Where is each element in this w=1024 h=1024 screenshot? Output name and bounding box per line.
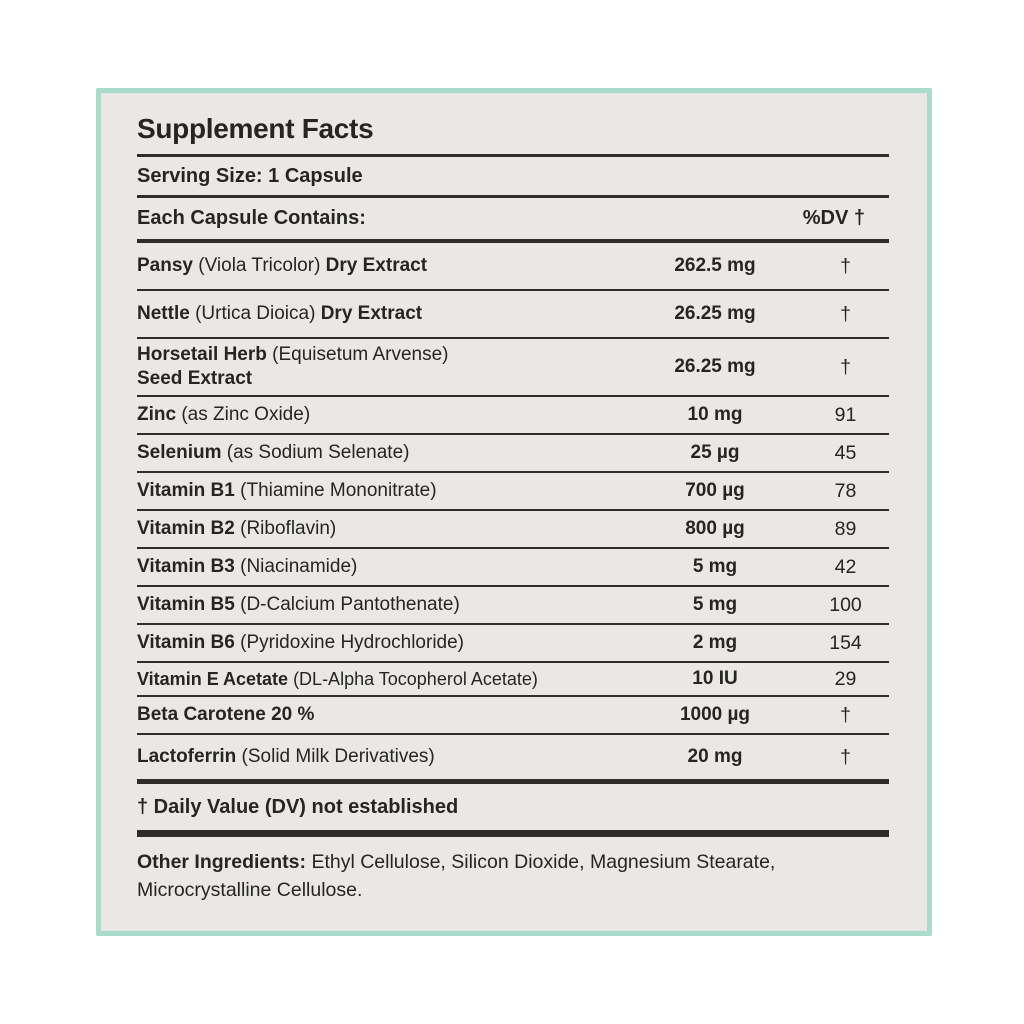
ingredient-name: Vitamin B6 (Pyridoxine Hydrochloride) xyxy=(137,632,465,654)
ingredient-amount: 25 µg xyxy=(690,442,740,463)
ingredient-amount: 700 µg xyxy=(685,480,745,501)
table-row xyxy=(137,587,889,625)
ingredient-name: Selenium (as Sodium Selenate) xyxy=(137,442,410,464)
table-row xyxy=(137,549,889,587)
supplement-facts-panel xyxy=(96,88,932,936)
table-row xyxy=(137,397,889,435)
column-header-contains: Each Capsule Contains: xyxy=(137,207,366,229)
ingredient-dv: 154 xyxy=(829,631,862,654)
ingredient-amount: 1000 µg xyxy=(679,704,751,725)
ingredient-name: Beta Carotene 20 % xyxy=(137,704,315,726)
ingredient-name: Zinc (as Zinc Oxide) xyxy=(137,404,311,426)
ingredient-dv: † xyxy=(840,302,851,325)
ingredient-amount: 5 mg xyxy=(692,556,738,577)
other-ingredients-text: Ethyl Cellulose, Silicon Dioxide, Magnesium Stearate, Microcrystalline Cellulose. xyxy=(137,851,776,901)
ingredient-name: Vitamin E Acetate (DL-Alpha Tocopherol Acetate) xyxy=(137,668,538,689)
ingredient-dv: † xyxy=(840,745,851,768)
table-row xyxy=(137,735,889,779)
ingredient-dv: 89 xyxy=(834,517,857,540)
ingredient-dv: 42 xyxy=(834,555,857,578)
table-row xyxy=(137,435,889,473)
ingredient-amount: 10 IU xyxy=(692,668,738,689)
table-row xyxy=(137,625,889,663)
ingredient-dv: † xyxy=(840,703,851,726)
serving-size: Serving Size: 1 Capsule xyxy=(137,165,363,187)
column-header-row xyxy=(137,198,889,239)
table-row xyxy=(137,339,889,397)
table-row xyxy=(137,243,889,291)
ingredient-dv: 100 xyxy=(829,593,862,616)
ingredient-dv: 29 xyxy=(834,667,857,690)
ingredient-dv: 78 xyxy=(834,479,857,502)
dv-footnote: † Daily Value (DV) not established xyxy=(137,796,459,818)
ingredient-amount: 26.25 mg xyxy=(674,303,756,324)
ingredient-amount: 5 mg xyxy=(692,594,738,615)
ingredient-dv: 91 xyxy=(834,403,857,426)
ingredient-amount: 26.25 mg xyxy=(674,356,756,377)
other-ingredients-label: Other Ingredients: xyxy=(137,851,307,873)
divider xyxy=(137,830,889,837)
ingredient-name: Horsetail Herb (Equisetum Arvense) Seed Extract xyxy=(137,344,449,389)
column-header-dv: %DV † xyxy=(802,207,865,229)
ingredient-name: Lactoferrin (Solid Milk Derivatives) xyxy=(137,746,435,768)
table-row xyxy=(137,697,889,735)
other-ingredients xyxy=(137,837,889,904)
table-row xyxy=(137,473,889,511)
ingredient-name: Vitamin B2 (Riboflavin) xyxy=(137,518,337,540)
ingredient-dv: † xyxy=(840,254,851,277)
table-row xyxy=(137,663,889,697)
ingredient-name: Vitamin B3 (Niacinamide) xyxy=(137,556,358,578)
ingredient-name: Vitamin B1 (Thiamine Mononitrate) xyxy=(137,480,437,502)
ingredient-amount: 2 mg xyxy=(692,632,738,653)
table-row xyxy=(137,511,889,549)
table-row xyxy=(137,291,889,339)
ingredient-amount: 20 mg xyxy=(687,746,743,767)
panel-title: Supplement Facts xyxy=(137,113,374,144)
ingredient-name: Pansy (Viola Tricolor) Dry Extract xyxy=(137,255,428,277)
ingredient-dv: 45 xyxy=(834,441,857,464)
ingredient-amount: 800 µg xyxy=(685,518,745,539)
ingredient-name: Vitamin B5 (D-Calcium Pantothenate) xyxy=(137,594,460,616)
facts-rows xyxy=(137,243,889,779)
ingredient-dv: † xyxy=(840,355,851,378)
ingredient-amount: 10 mg xyxy=(687,404,743,425)
ingredient-name: Nettle (Urtica Dioica) Dry Extract xyxy=(137,303,423,325)
ingredient-amount: 262.5 mg xyxy=(674,255,756,276)
